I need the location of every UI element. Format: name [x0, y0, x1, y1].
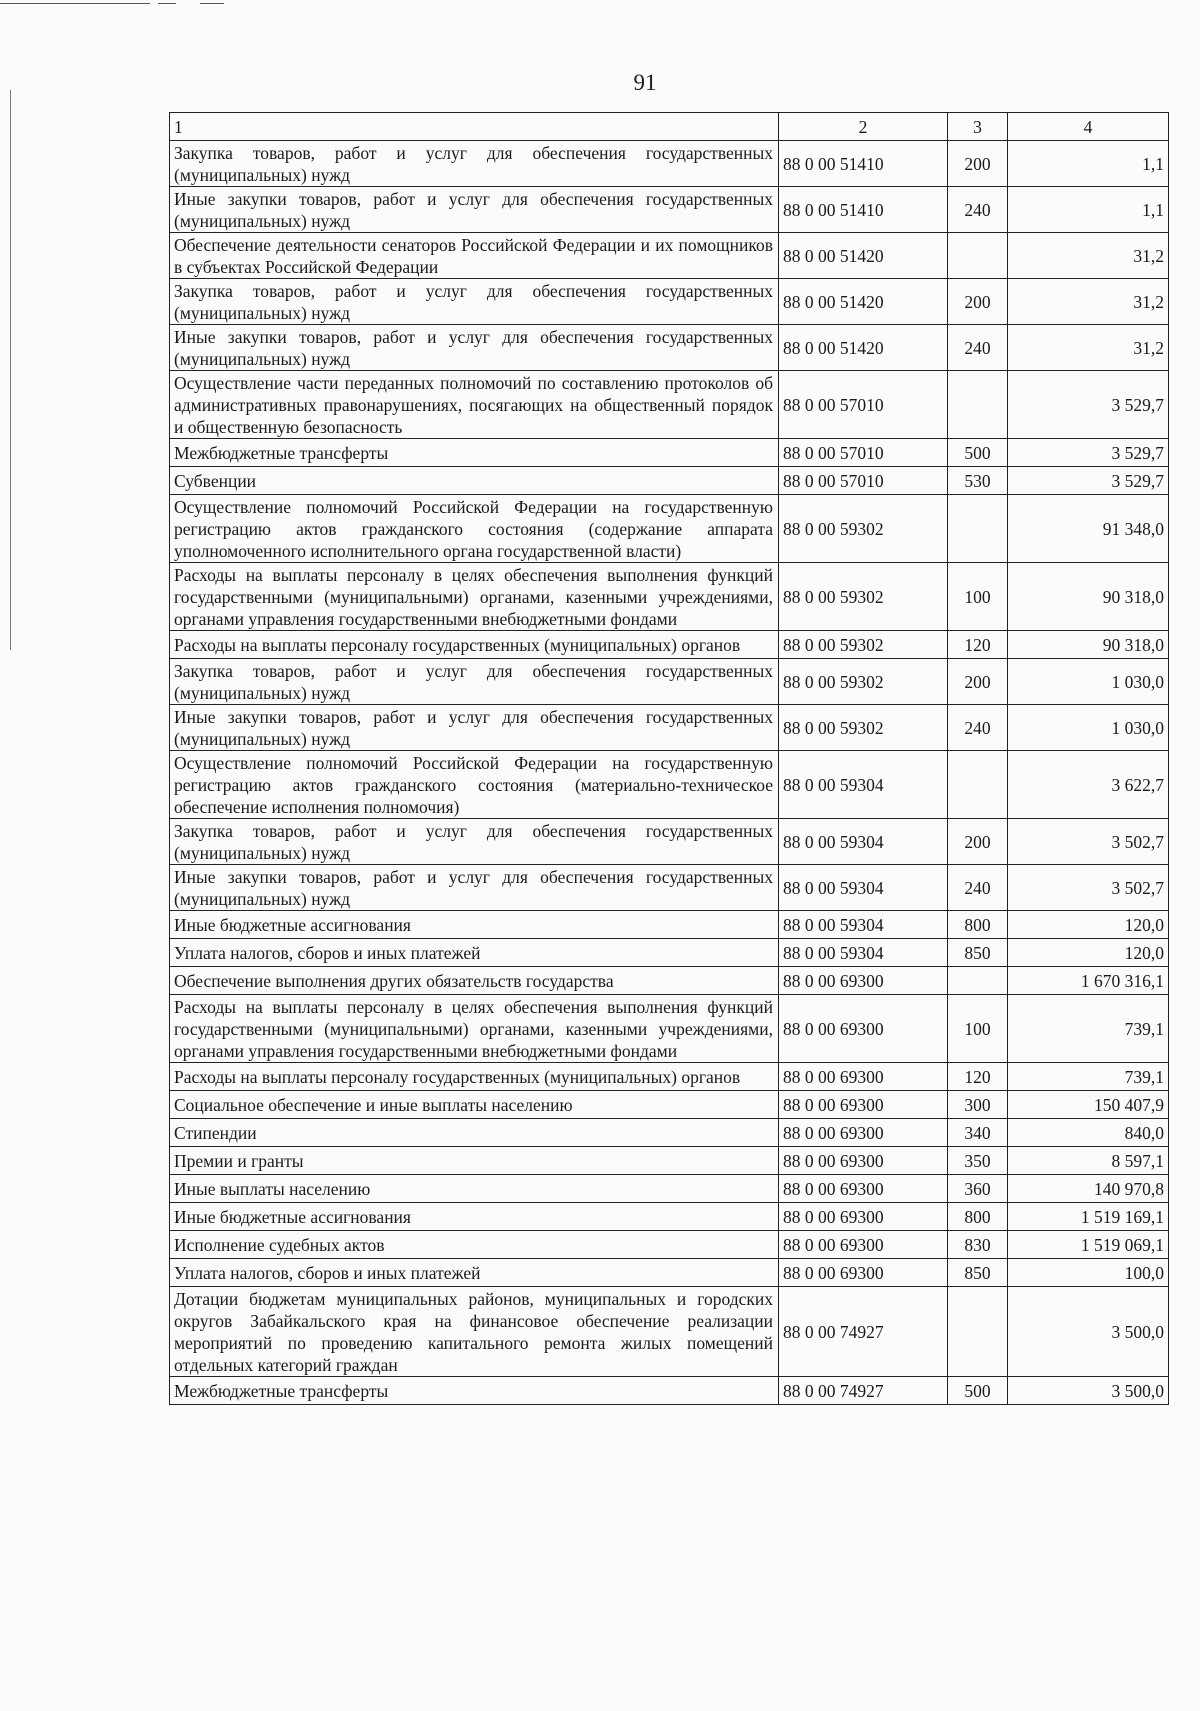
- row-amount-cell: 120,0: [1008, 939, 1169, 967]
- row-amount-cell: 3 622,7: [1008, 751, 1169, 819]
- row-amount-cell: 1 519 169,1: [1008, 1203, 1169, 1231]
- row-amount-cell: 1,1: [1008, 187, 1169, 233]
- row-type-cell: 120: [948, 1063, 1008, 1091]
- row-code-cell: 88 0 00 69300: [779, 1119, 948, 1147]
- row-type-cell: [948, 495, 1008, 563]
- row-code-cell: 88 0 00 59304: [779, 819, 948, 865]
- row-amount-cell: 1 670 316,1: [1008, 967, 1169, 995]
- column-header: 1: [170, 113, 779, 141]
- row-name-cell: Обеспечение деятельности сенаторов Российской Федерации и их помощников в субъектах Российской Федерации: [170, 233, 779, 279]
- table-row: [170, 1147, 1169, 1175]
- row-type-cell: 360: [948, 1175, 1008, 1203]
- row-type-cell: 500: [948, 1377, 1008, 1405]
- row-type-cell: 240: [948, 705, 1008, 751]
- table-row: [170, 1259, 1169, 1287]
- row-code-cell: 88 0 00 51420: [779, 233, 948, 279]
- row-amount-cell: 3 529,7: [1008, 467, 1169, 495]
- row-name-cell: Иные бюджетные ассигнования: [170, 911, 779, 939]
- row-code-cell: 88 0 00 51420: [779, 325, 948, 371]
- table-row: [170, 911, 1169, 939]
- row-code-cell: 88 0 00 57010: [779, 371, 948, 439]
- row-amount-cell: 3 529,7: [1008, 439, 1169, 467]
- table-row: [170, 1231, 1169, 1259]
- row-code-cell: 88 0 00 59302: [779, 563, 948, 631]
- table-row: [170, 1091, 1169, 1119]
- row-code-cell: 88 0 00 69300: [779, 1175, 948, 1203]
- table-row: [170, 865, 1169, 911]
- table-row: [170, 967, 1169, 995]
- row-amount-cell: 3 529,7: [1008, 371, 1169, 439]
- row-type-cell: 850: [948, 1259, 1008, 1287]
- row-code-cell: 88 0 00 74927: [779, 1377, 948, 1405]
- row-name-cell: Закупка товаров, работ и услуг для обеспечения государственных (муниципальных) нужд: [170, 279, 779, 325]
- table-row: [170, 1119, 1169, 1147]
- row-name-cell: Осуществление полномочий Российской Федерации на государственную регистрацию актов гражданского состояния (материально-техническое обеспечение исполнения полномочия): [170, 751, 779, 819]
- table-row: [170, 233, 1169, 279]
- row-code-cell: 88 0 00 51420: [779, 279, 948, 325]
- row-code-cell: 88 0 00 69300: [779, 1063, 948, 1091]
- row-name-cell: Уплата налогов, сборов и иных платежей: [170, 1259, 779, 1287]
- table-row: [170, 631, 1169, 659]
- row-amount-cell: 3 500,0: [1008, 1377, 1169, 1405]
- row-code-cell: 88 0 00 59304: [779, 911, 948, 939]
- row-type-cell: [948, 967, 1008, 995]
- row-amount-cell: 31,2: [1008, 325, 1169, 371]
- row-name-cell: Расходы на выплаты персоналу государственных (муниципальных) органов: [170, 1063, 779, 1091]
- row-code-cell: 88 0 00 59302: [779, 631, 948, 659]
- row-code-cell: 88 0 00 69300: [779, 1147, 948, 1175]
- scan-edge-line: [158, 3, 176, 4]
- row-name-cell: Закупка товаров, работ и услуг для обеспечения государственных (муниципальных) нужд: [170, 659, 779, 705]
- row-name-cell: Межбюджетные трансферты: [170, 439, 779, 467]
- scan-edge-line: [0, 3, 150, 4]
- table-row: [170, 279, 1169, 325]
- row-code-cell: 88 0 00 69300: [779, 1231, 948, 1259]
- row-code-cell: 88 0 00 51410: [779, 141, 948, 187]
- table-row: [170, 705, 1169, 751]
- table-row: [170, 563, 1169, 631]
- row-amount-cell: 31,2: [1008, 279, 1169, 325]
- row-code-cell: 88 0 00 59304: [779, 751, 948, 819]
- table-row: [170, 659, 1169, 705]
- row-name-cell: Обеспечение выполнения других обязательств государства: [170, 967, 779, 995]
- row-type-cell: 200: [948, 141, 1008, 187]
- row-type-cell: [948, 1287, 1008, 1377]
- row-type-cell: 200: [948, 819, 1008, 865]
- row-type-cell: 240: [948, 865, 1008, 911]
- row-name-cell: Закупка товаров, работ и услуг для обеспечения государственных (муниципальных) нужд: [170, 141, 779, 187]
- scan-edge-line: [200, 3, 224, 4]
- row-type-cell: 800: [948, 911, 1008, 939]
- table-row: [170, 819, 1169, 865]
- row-type-cell: [948, 371, 1008, 439]
- row-type-cell: 240: [948, 325, 1008, 371]
- row-code-cell: 88 0 00 57010: [779, 439, 948, 467]
- row-name-cell: Социальное обеспечение и иные выплаты населению: [170, 1091, 779, 1119]
- column-header: 3: [948, 113, 1008, 141]
- row-name-cell: Премии и гранты: [170, 1147, 779, 1175]
- page-number: 91: [633, 70, 657, 95]
- row-code-cell: 88 0 00 59302: [779, 659, 948, 705]
- row-name-cell: Стипендии: [170, 1119, 779, 1147]
- row-amount-cell: 739,1: [1008, 1063, 1169, 1091]
- column-header: 2: [779, 113, 948, 141]
- row-name-cell: Дотации бюджетам муниципальных районов, муниципальных и городских округов Забайкальского края на финансовое обеспечение реализации мероприятий по проведению капитального ремонта жилых помещений отдельных категорий граждан: [170, 1287, 779, 1377]
- row-type-cell: 120: [948, 631, 1008, 659]
- table-row: [170, 467, 1169, 495]
- table-row: [170, 187, 1169, 233]
- row-code-cell: 88 0 00 51410: [779, 187, 948, 233]
- table-row: [170, 325, 1169, 371]
- row-type-cell: 800: [948, 1203, 1008, 1231]
- table-row: [170, 495, 1169, 563]
- budget-table: [169, 112, 1169, 1405]
- row-amount-cell: 3 502,7: [1008, 865, 1169, 911]
- row-code-cell: 88 0 00 59302: [779, 705, 948, 751]
- row-type-cell: 200: [948, 279, 1008, 325]
- row-amount-cell: 150 407,9: [1008, 1091, 1169, 1119]
- row-code-cell: 88 0 00 59302: [779, 495, 948, 563]
- row-type-cell: 340: [948, 1119, 1008, 1147]
- row-type-cell: 350: [948, 1147, 1008, 1175]
- row-type-cell: 850: [948, 939, 1008, 967]
- table-row: [170, 751, 1169, 819]
- row-name-cell: Расходы на выплаты персоналу в целях обеспечения выполнения функций государственными (муниципальными) органами, казенными учреждениями, органами управления государственными внебюджетными фондами: [170, 563, 779, 631]
- table-row: [170, 1175, 1169, 1203]
- row-amount-cell: 1 030,0: [1008, 659, 1169, 705]
- table-row: [170, 141, 1169, 187]
- row-amount-cell: 840,0: [1008, 1119, 1169, 1147]
- row-code-cell: 88 0 00 59304: [779, 939, 948, 967]
- table-row: [170, 939, 1169, 967]
- row-code-cell: 88 0 00 69300: [779, 1259, 948, 1287]
- row-code-cell: 88 0 00 59304: [779, 865, 948, 911]
- row-code-cell: 88 0 00 69300: [779, 1203, 948, 1231]
- table-header-row: [170, 113, 1169, 141]
- row-amount-cell: 90 318,0: [1008, 631, 1169, 659]
- table-row: [170, 1287, 1169, 1377]
- row-name-cell: Межбюджетные трансферты: [170, 1377, 779, 1405]
- row-type-cell: [948, 751, 1008, 819]
- row-amount-cell: 3 502,7: [1008, 819, 1169, 865]
- row-type-cell: 830: [948, 1231, 1008, 1259]
- row-name-cell: Закупка товаров, работ и услуг для обеспечения государственных (муниципальных) нужд: [170, 819, 779, 865]
- row-amount-cell: 3 500,0: [1008, 1287, 1169, 1377]
- row-code-cell: 88 0 00 69300: [779, 995, 948, 1063]
- row-code-cell: 88 0 00 57010: [779, 467, 948, 495]
- row-amount-cell: 140 970,8: [1008, 1175, 1169, 1203]
- row-code-cell: 88 0 00 69300: [779, 967, 948, 995]
- row-name-cell: Иные бюджетные ассигнования: [170, 1203, 779, 1231]
- row-name-cell: Иные выплаты населению: [170, 1175, 779, 1203]
- table-row: [170, 1377, 1169, 1405]
- row-type-cell: 200: [948, 659, 1008, 705]
- row-type-cell: 300: [948, 1091, 1008, 1119]
- row-name-cell: Расходы на выплаты персоналу в целях обеспечения выполнения функций государственными (муниципальными) органами, казенными учреждениями, органами управления государственными внебюджетными фондами: [170, 995, 779, 1063]
- row-name-cell: Осуществление части переданных полномочий по составлению протоколов об административных правонарушениях, посягающих на общественный порядок и общественную безопасность: [170, 371, 779, 439]
- row-name-cell: Иные закупки товаров, работ и услуг для обеспечения государственных (муниципальных) нужд: [170, 325, 779, 371]
- row-name-cell: Иные закупки товаров, работ и услуг для обеспечения государственных (муниципальных) нужд: [170, 865, 779, 911]
- column-header: 4: [1008, 113, 1169, 141]
- row-name-cell: Осуществление полномочий Российской Федерации на государственную регистрацию актов гражданского состояния (содержание аппарата уполномоченного исполнительного органа государственной власти): [170, 495, 779, 563]
- table-row: [170, 1203, 1169, 1231]
- row-code-cell: 88 0 00 69300: [779, 1091, 948, 1119]
- row-amount-cell: 739,1: [1008, 995, 1169, 1063]
- row-type-cell: 530: [948, 467, 1008, 495]
- row-name-cell: Субвенции: [170, 467, 779, 495]
- row-amount-cell: 100,0: [1008, 1259, 1169, 1287]
- row-type-cell: 100: [948, 563, 1008, 631]
- table-row: [170, 995, 1169, 1063]
- scan-margin-line: [10, 90, 11, 650]
- row-name-cell: Иные закупки товаров, работ и услуг для обеспечения государственных (муниципальных) нужд: [170, 705, 779, 751]
- row-name-cell: Расходы на выплаты персоналу государственных (муниципальных) органов: [170, 631, 779, 659]
- row-amount-cell: 1 519 069,1: [1008, 1231, 1169, 1259]
- row-name-cell: Уплата налогов, сборов и иных платежей: [170, 939, 779, 967]
- row-type-cell: 500: [948, 439, 1008, 467]
- row-amount-cell: 120,0: [1008, 911, 1169, 939]
- row-amount-cell: 1,1: [1008, 141, 1169, 187]
- row-name-cell: Иные закупки товаров, работ и услуг для обеспечения государственных (муниципальных) нужд: [170, 187, 779, 233]
- row-amount-cell: 91 348,0: [1008, 495, 1169, 563]
- row-type-cell: [948, 233, 1008, 279]
- table-row: [170, 371, 1169, 439]
- row-code-cell: 88 0 00 74927: [779, 1287, 948, 1377]
- row-amount-cell: 31,2: [1008, 233, 1169, 279]
- row-type-cell: 240: [948, 187, 1008, 233]
- row-amount-cell: 90 318,0: [1008, 563, 1169, 631]
- row-name-cell: Исполнение судебных актов: [170, 1231, 779, 1259]
- row-type-cell: 100: [948, 995, 1008, 1063]
- row-amount-cell: 1 030,0: [1008, 705, 1169, 751]
- table-row: [170, 439, 1169, 467]
- row-amount-cell: 8 597,1: [1008, 1147, 1169, 1175]
- table-row: [170, 1063, 1169, 1091]
